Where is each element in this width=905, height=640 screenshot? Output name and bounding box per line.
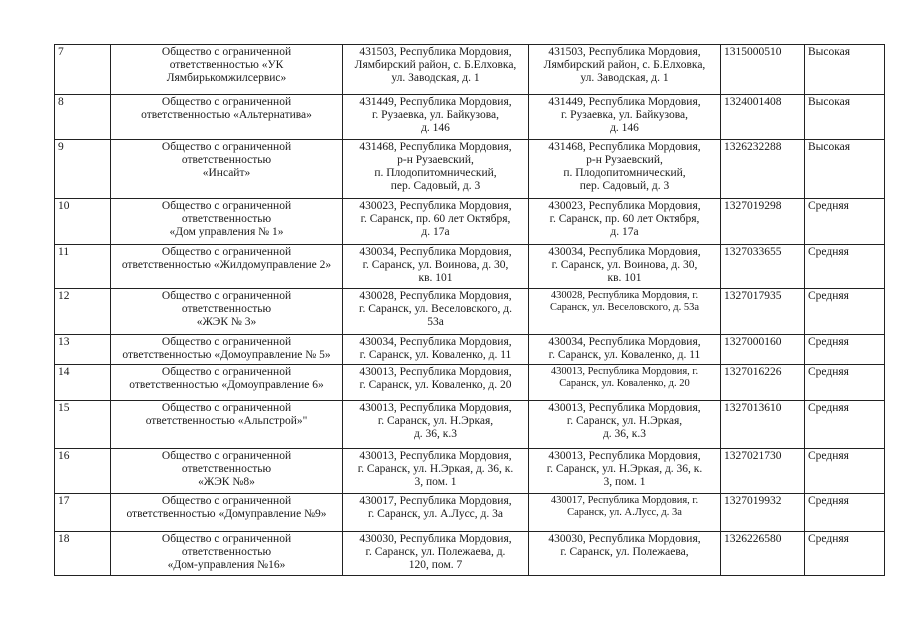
legal-address-line: 53а — [427, 316, 444, 328]
legal-address-line: п. Плодопитомнический, — [374, 167, 497, 179]
legal-address-line: кв. 101 — [418, 272, 453, 284]
actual-address-line: 430013, Республика Мордовия, — [548, 450, 701, 462]
legal-address-line: г. Саранск, ул. Н.Эркая, д. 36, к. — [357, 463, 514, 475]
actual-address-line: кв. 101 — [607, 272, 642, 284]
legal-address-line: г. Саранск, ул. Веселовского, д. — [359, 303, 512, 315]
organization-name-line: ответственностью «УК — [169, 59, 284, 71]
organization-name-line: ответственностью «Жилдомуправление 2» — [121, 259, 332, 271]
legal-address-line: д. 146 — [421, 122, 450, 134]
legal-address-line: 431449, Республика Мордовия, — [359, 96, 512, 108]
legal-address-line: Лямбирский район, с. Б.Елховка, — [354, 59, 517, 71]
table-row — [55, 95, 885, 140]
inn-number: 1327000160 — [721, 335, 805, 365]
inn-number: 1315000510 — [721, 45, 805, 95]
organization-name-line: «Дом управления № 1» — [169, 226, 284, 238]
row-number: 11 — [55, 245, 111, 289]
actual-address-line: Лямбирский район, с. Б.Елховка, — [543, 59, 706, 71]
actual-address — [529, 289, 721, 335]
risk-category: Средняя — [805, 449, 885, 494]
actual-address — [529, 95, 721, 140]
legal-address-line: г. Рузаевка, ул. Байкузова, — [371, 109, 500, 121]
legal-address-line: пер. Садовый, д. 3 — [390, 180, 481, 192]
row-number: 8 — [55, 95, 111, 140]
organization-name — [111, 532, 343, 576]
organization-name-line: Лямбирькомжилсервис» — [166, 72, 287, 84]
row-number: 15 — [55, 401, 111, 449]
legal-address — [343, 45, 529, 95]
actual-address — [529, 365, 721, 401]
row-number: 16 — [55, 449, 111, 494]
legal-address-line: г. Саранск, ул. Коваленко, д. 20 — [359, 379, 512, 391]
risk-category: Высокая — [805, 45, 885, 95]
organization-name — [111, 245, 343, 289]
risk-category: Средняя — [805, 401, 885, 449]
actual-address — [529, 45, 721, 95]
actual-address-line: 431449, Республика Мордовия, — [548, 96, 701, 108]
actual-address-line: 430013, Республика Мордовия, — [548, 402, 701, 414]
legal-address-line: г. Саранск, пр. 60 лет Октября, — [360, 213, 511, 225]
legal-address-line: 430034, Республика Мордовия, — [359, 246, 512, 258]
legal-address — [343, 532, 529, 576]
inn-number: 1327033655 — [721, 245, 805, 289]
organization-name-line: Общество с ограниченной — [161, 495, 292, 507]
organization-name — [111, 449, 343, 494]
organization-name-line: ответственностью «Альтернатива» — [141, 109, 312, 121]
legal-address — [343, 289, 529, 335]
legal-address-line: 430013, Республика Мордовия, — [359, 450, 512, 462]
organization-name-line: Общество с ограниченной — [161, 96, 292, 108]
legal-address — [343, 245, 529, 289]
actual-address-line: 430030, Республика Мордовия, — [548, 533, 701, 545]
actual-address-line: 430013, Республика Мордовия, г. — [550, 366, 699, 377]
risk-category: Средняя — [805, 199, 885, 245]
organization-name — [111, 140, 343, 199]
row-number: 10 — [55, 199, 111, 245]
legal-address — [343, 199, 529, 245]
risk-category: Средняя — [805, 365, 885, 401]
actual-address-line: ул. Заводская, д. 1 — [580, 72, 669, 84]
legal-address-line: г. Саранск, ул. Коваленко, д. 11 — [359, 349, 512, 361]
risk-category: Высокая — [805, 95, 885, 140]
actual-address-line: п. Плодопитомнический, — [563, 167, 686, 179]
actual-address-line: г. Саранск, ул. Полежаева, — [560, 546, 689, 558]
organization-name-line: Общество с ограниченной — [161, 533, 292, 545]
legal-address — [343, 449, 529, 494]
legal-address-line: 430028, Республика Мордовия, — [359, 290, 512, 302]
actual-address — [529, 245, 721, 289]
risk-category: Средняя — [805, 532, 885, 576]
table-row — [55, 245, 885, 289]
actual-address-line: д. 17а — [610, 226, 639, 238]
risk-category: Средняя — [805, 245, 885, 289]
inn-number: 1327019298 — [721, 199, 805, 245]
actual-address — [529, 494, 721, 532]
organization-name-line: Общество с ограниченной — [161, 336, 292, 348]
actual-address-line: 430028, Республика Мордовия, г. — [550, 290, 699, 301]
actual-address-line: р-н Рузаевский, — [586, 154, 663, 166]
inn-number: 1327016226 — [721, 365, 805, 401]
risk-category: Средняя — [805, 335, 885, 365]
organization-name — [111, 335, 343, 365]
actual-address-line: д. 36, к.3 — [602, 428, 647, 440]
organization-name-line: ответственностью «Домуправление №9» — [126, 508, 327, 520]
actual-address-line: г. Саранск, пр. 60 лет Октября, — [549, 213, 700, 225]
organization-name-line: Общество с ограниченной — [161, 246, 292, 258]
actual-address-line: Саранск, ул. А.Лусс, д. 3а — [567, 507, 682, 518]
actual-address — [529, 140, 721, 199]
legal-address — [343, 494, 529, 532]
legal-address-line: 431503, Республика Мордовия, — [359, 46, 512, 58]
table-row — [55, 335, 885, 365]
legal-address-line: д. 17а — [421, 226, 450, 238]
actual-address-line: г. Саранск, ул. Н.Эркая, — [566, 415, 683, 427]
actual-address — [529, 199, 721, 245]
actual-address-line: 430034, Республика Мордовия, — [548, 336, 701, 348]
actual-address-line: г. Саранск, ул. Воинова, д. 30, — [551, 259, 698, 271]
legal-address — [343, 401, 529, 449]
organization-name-line: Общество с ограниченной — [161, 141, 292, 153]
row-number: 9 — [55, 140, 111, 199]
organization-name-line: ответственностью «Домоуправление № 5» — [122, 349, 331, 361]
organization-name-line: ответственностью — [181, 154, 272, 166]
legal-address-line: г. Саранск, ул. Полежаева, д. — [365, 546, 506, 558]
legal-address-line: г. Саранск, ул. Воинова, д. 30, — [362, 259, 509, 271]
actual-address-line: Саранск, ул. Коваленко, д. 20 — [559, 378, 690, 389]
organization-name-line: Общество с ограниченной — [161, 366, 292, 378]
actual-address — [529, 401, 721, 449]
legal-address-line: ул. Заводская, д. 1 — [391, 72, 480, 84]
organization-name — [111, 494, 343, 532]
legal-address — [343, 335, 529, 365]
row-number: 14 — [55, 365, 111, 401]
inn-number: 1326232288 — [721, 140, 805, 199]
organization-name-line: Общество с ограниченной — [161, 450, 292, 462]
organization-name-line: «ЖЭК №8» — [198, 476, 255, 488]
row-number: 12 — [55, 289, 111, 335]
actual-address-line: 431468, Республика Мордовия, — [548, 141, 701, 153]
table-row — [55, 140, 885, 199]
legal-address-line: г. Саранск, ул. Н.Эркая, — [377, 415, 494, 427]
organizations-table — [54, 44, 885, 576]
actual-address — [529, 335, 721, 365]
organization-name — [111, 365, 343, 401]
organization-name-line: Общество с ограниченной — [161, 200, 292, 212]
legal-address-line: 430034, Республика Мордовия, — [359, 336, 512, 348]
actual-address-line: 3, пом. 1 — [603, 476, 646, 488]
organization-name-line: ответственностью — [181, 213, 272, 225]
actual-address-line: пер. Садовый, д. 3 — [579, 180, 670, 192]
actual-address-line: 430023, Республика Мордовия, — [548, 200, 701, 212]
legal-address-line: 430023, Республика Мордовия, — [359, 200, 512, 212]
organization-name-line: ответственностью — [181, 463, 272, 475]
table-row — [55, 449, 885, 494]
inn-number: 1327017935 — [721, 289, 805, 335]
legal-address-line: 120, пом. 7 — [408, 559, 463, 571]
row-number: 17 — [55, 494, 111, 532]
actual-address-line: Саранск, ул. Веселовского, д. 53а — [549, 302, 700, 313]
legal-address — [343, 140, 529, 199]
actual-address-line: г. Рузаевка, ул. Байкузова, — [560, 109, 689, 121]
organization-name-line: «ЖЭК № 3» — [196, 316, 257, 328]
organization-name-line: Общество с ограниченной — [161, 46, 292, 58]
row-number: 13 — [55, 335, 111, 365]
legal-address-line: 431468, Республика Мордовия, — [359, 141, 512, 153]
row-number: 7 — [55, 45, 111, 95]
legal-address-line: г. Саранск, ул. А.Лусс, д. 3а — [368, 508, 503, 520]
legal-address-line: 430017, Республика Мордовия, — [359, 495, 512, 507]
organization-name-line: ответственностью — [181, 303, 272, 315]
actual-address-line: г. Саранск, ул. Коваленко, д. 11 — [548, 349, 701, 361]
organization-name — [111, 95, 343, 140]
organization-name-line: «Дом-управления №16» — [167, 559, 286, 571]
table-row — [55, 532, 885, 576]
legal-address-line: 3, пом. 1 — [414, 476, 457, 488]
legal-address-line: р-н Рузаевский, — [397, 154, 474, 166]
table-row — [55, 199, 885, 245]
inn-number: 1327013610 — [721, 401, 805, 449]
organization-name-line: ответственностью — [181, 546, 272, 558]
actual-address-line: 430017, Республика Мордовия, г. — [550, 495, 699, 506]
legal-address-line: 430013, Республика Мордовия, — [359, 366, 512, 378]
legal-address — [343, 365, 529, 401]
legal-address-line: 430030, Республика Мордовия, — [359, 533, 512, 545]
table-row — [55, 365, 885, 401]
table-row — [55, 494, 885, 532]
legal-address-line: 430013, Республика Мордовия, — [359, 402, 512, 414]
table-row — [55, 45, 885, 95]
risk-category: Средняя — [805, 289, 885, 335]
organization-name — [111, 401, 343, 449]
inn-number: 1326226580 — [721, 532, 805, 576]
actual-address-line: д. 146 — [610, 122, 639, 134]
actual-address — [529, 449, 721, 494]
organization-name — [111, 199, 343, 245]
table-row — [55, 401, 885, 449]
inn-number: 1327019932 — [721, 494, 805, 532]
table-body — [55, 45, 885, 576]
organization-name-line: Общество с ограниченной — [161, 402, 292, 414]
inn-number: 1324001408 — [721, 95, 805, 140]
actual-address-line: 430034, Республика Мордовия, — [548, 246, 701, 258]
inn-number: 1327021730 — [721, 449, 805, 494]
table-row — [55, 289, 885, 335]
organization-name-line: «Инсайт» — [202, 167, 251, 179]
legal-address-line: д. 36, к.3 — [413, 428, 458, 440]
organization-name — [111, 45, 343, 95]
organization-name-line: ответственностью «Домоуправление 6» — [129, 379, 324, 391]
risk-category: Высокая — [805, 140, 885, 199]
row-number: 18 — [55, 532, 111, 576]
actual-address — [529, 532, 721, 576]
organization-name-line: ответственностью «Альпстрой»" — [145, 415, 308, 427]
organization-name — [111, 289, 343, 335]
risk-category: Средняя — [805, 494, 885, 532]
actual-address-line: 431503, Республика Мордовия, — [548, 46, 701, 58]
organization-name-line: Общество с ограниченной — [161, 290, 292, 302]
actual-address-line: г. Саранск, ул. Н.Эркая, д. 36, к. — [546, 463, 703, 475]
legal-address — [343, 95, 529, 140]
